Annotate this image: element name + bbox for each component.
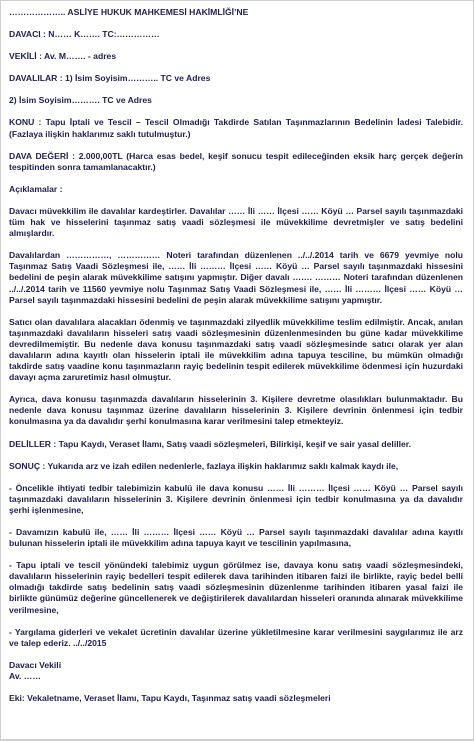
court-heading: ……………….. ASLİYE HUKUK MAHKEMESİ HAKİMLİĞİ’NE bbox=[9, 7, 249, 17]
evidence-paragraph: DELİLLER : Tapu Kaydı, Veraset İlamı, Satış vaadi sözleşmeleri, Bilirkişi, keşif ve sair yasal deliller. bbox=[9, 438, 412, 449]
request-item-1: - Öncelikle ihtiyati tedbir talebimizin kabulü ile dava konusu …… İli ……… İlçesi …… Köyü … Parsel sayılı taşınmazdaki davalıların hisselerinin 3. Kişilere devrinin önlenmesi için tedbir konulmasına ya da davalıdır şerhi işlenmesine, bbox=[9, 482, 463, 515]
subject-paragraph: KONU : Tapu İptali ve Tescil – Tescil Olmadığı Takdirde Satılan Taşınmazlarının Bedelinin İadesi Talebidir. (Fazlaya ilişkin haklarımız saklı tutulmuştur.) bbox=[9, 117, 463, 139]
request-item-3: - Tapu iptali ve tescil yönündeki talebimiz uygun görülmez ise, davaya konu satış vaadi sözleşmesindeki, davalıların hisselerinin rayiç bedelleri tespit edilerek dava tarihinden itibaren faizi ile birlikte, rayiç bedel belli olmadığı takdirde satış bedelinin satış vaadi sözleşmesinin düzenlenme tarihinden itibaren yasal faizi ile birlikte günümüz değerine güncellenerek ve değiştirilerek davalılardan hisseleri oranında alınarak müvekkilime verilmesine, bbox=[9, 560, 463, 615]
explanation-paragraph-4: Ayrıca, dava konusu taşınmazda davalıların hisselerinin 3. Kişilere devretme olasılıkları bulunmaktadır. Bu nedenle dava konusu taşınmaz üzerine davalıların hisselerinin 3. Kişilere devrinin önlenmesi için tedbir konulmasına ya da davalıdır şerhi konulmasına karar verilmesini talep etmekteyiz. bbox=[9, 394, 463, 427]
bottom-divider bbox=[1, 739, 473, 740]
signature-title: Davacı Vekili bbox=[9, 659, 62, 670]
plaintiff-line: DAVACI : N…… K……. TC:…………… bbox=[9, 29, 160, 40]
request-item-2: - Davamızın kabulü ile, …… İli ……… İlçesi …… Köyü … Parsel sayılı taşınmazdaki davalılar adına kayıtlı bulunan hisselerin iptali ile müvekkilim adına tapuya kayıt ve tescilinin yapılmasına, bbox=[9, 527, 463, 549]
claim-value-paragraph: DAVA DEĞERİ : 2.000,00TL (Harca esas bedel, keşif sonucu tespit edileceğinden eksik harç gerçek değerin tespitinden sonra tamamlanacaktır.) bbox=[9, 150, 463, 172]
attorney-line: VEKİLİ : Av. M……. - adres bbox=[9, 51, 117, 62]
explanation-paragraph-3: Satıcı olan davalılara alacakları ödenmiş ve taşınmazdaki zilyedlik müvekkilime teslim edilmiştir. Ancak, anılan taşınmazdaki davalıların hisseleri satış vaadi sözleşmesinin düzenlenmesinden bu güne kadar müvekkilime devredilmemiştir. Bu nedenle dava konusu taşınmazdaki satış vaadi sözleşmesinde satıcı olarak yer alan davalıların adına kayıtlı olan hisselerin iptali ile müvekkilim adına tapuya tesciline, bu mümkün olmadığı takdirde satış vaadine konu taşınmazların rayiç bedelinin tespit edilerek müvekkilime ödenmesi için huzurdaki davayı açma zaruretimiz hasıl olmuştur. bbox=[9, 316, 463, 383]
defendant-2-line: 2) İsim Soyisim………. TC ve Adres bbox=[9, 95, 152, 106]
defendant-1-line: DAVALILAR : 1) İsim Soyisim……….. TC ve Adres bbox=[9, 73, 211, 84]
signature-name: Av. …… bbox=[9, 670, 41, 681]
explanations-heading: Açıklamalar : bbox=[9, 183, 63, 194]
attachments-line: Eki: Vekaletname, Veraset İlamı, Tapu Kaydı, Taşınmaz satış vaadi sözleşmeleri bbox=[9, 693, 331, 704]
explanation-paragraph-2: Davalılardan ……………, …………… Noteri tarafından düzenlenen ../../.2014 tarih ve 6679 yevmiye nolu Taşınmaz Satış Vaadi Sözleşmesi ile, …… İli ……… İlçesi …… Köyü … Parsel sayılı taşınmazdaki hissesini bedelini de peşin alarak müvekkilime satışını yapmıştır. Diğer davalı ……. ……… Noteri tarafından düzenlenen ../../.2014 tarih ve 11560 yevmiye nolu Taşınmaz Satış Vaadi Sözleşmesi ile, …… İli ……… İlçesi …… Köyü … Parsel sayılı taşınmazdaki hissesini bedelini de peşin alarak müvekkilime satışını yapmıştır. bbox=[9, 250, 463, 305]
explanation-paragraph-1: Davacı müvekkilim ile davalılar kardeştirler. Davalılar …… İli …… İlçesi …… Köyü … Parsel sayılı taşınmazdaki tüm hak ve hisselerini taşınmaz satış vaadi sözleşmesi ile müvekkilime devretmişler ve satış bedelini almışlardır. bbox=[9, 205, 463, 239]
request-item-4: - Yargılama giderleri ve vekalet ücretinin davalılar üzerine yükletilmesine karar verilmesini saygılarımız ile arz ve talep ederiz. ../../2015 bbox=[9, 626, 463, 648]
conclusion-paragraph: SONUÇ : Yukarıda arz ve izah edilen nedenlerle, fazlaya ilişkin haklarımız saklı kalmak kaydı ile, bbox=[9, 460, 399, 471]
